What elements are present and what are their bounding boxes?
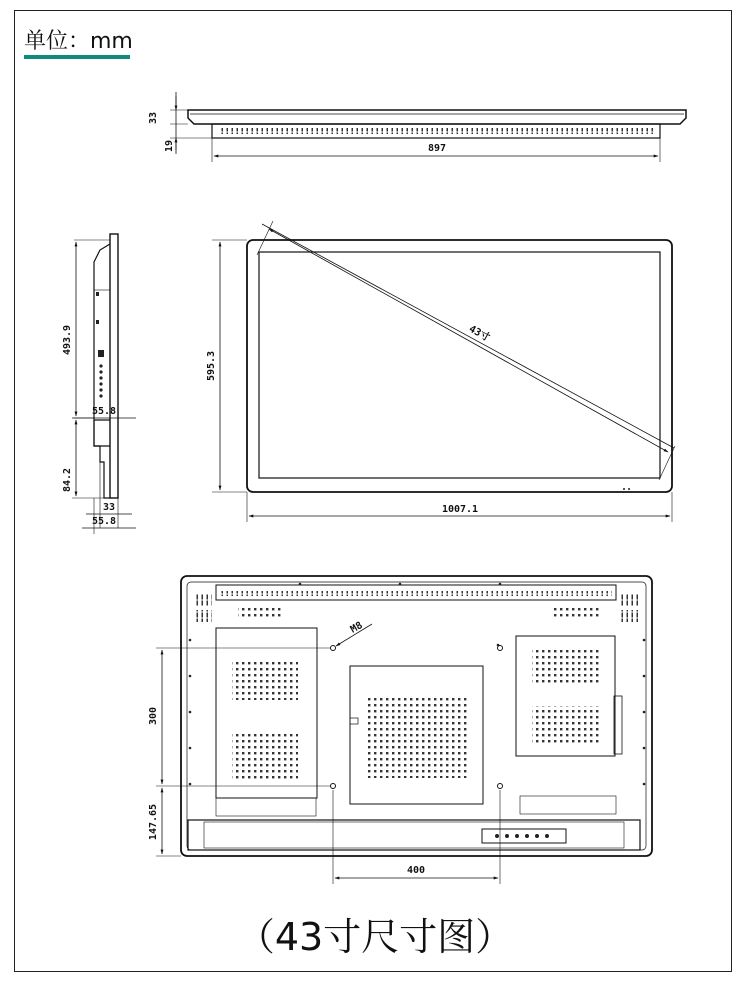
front-width-label: 1007.1 — [441, 504, 479, 515]
front-height-label: 595.3 — [206, 350, 217, 382]
front-view — [206, 221, 675, 522]
bolt-size-label: M8 — [348, 620, 365, 636]
vesa-horizontal-label: 400 — [406, 865, 426, 876]
side-view — [62, 234, 136, 534]
figure-caption: （43寸尺寸图） — [236, 915, 514, 959]
back-view — [148, 576, 652, 884]
side-depth-upper-label: 55.8 — [91, 406, 117, 417]
side-height-label: 493.9 — [62, 324, 73, 356]
side-stand-depth-label: 33 — [102, 502, 116, 513]
vesa-vertical-label: 300 — [148, 706, 159, 726]
side-depth-lower-label: 55.8 — [91, 516, 117, 527]
top-view — [148, 92, 686, 162]
top-width-label: 897 — [427, 143, 447, 154]
side-stand-height-label: 84.2 — [62, 467, 73, 493]
unit-label: 单位：mm — [24, 29, 133, 54]
diagonal-size-label: 43寸 — [466, 323, 492, 344]
bottom-offset-label: 147.65 — [148, 803, 159, 841]
top-stand-label: 19 — [164, 139, 175, 153]
top-depth-label: 33 — [148, 111, 159, 125]
